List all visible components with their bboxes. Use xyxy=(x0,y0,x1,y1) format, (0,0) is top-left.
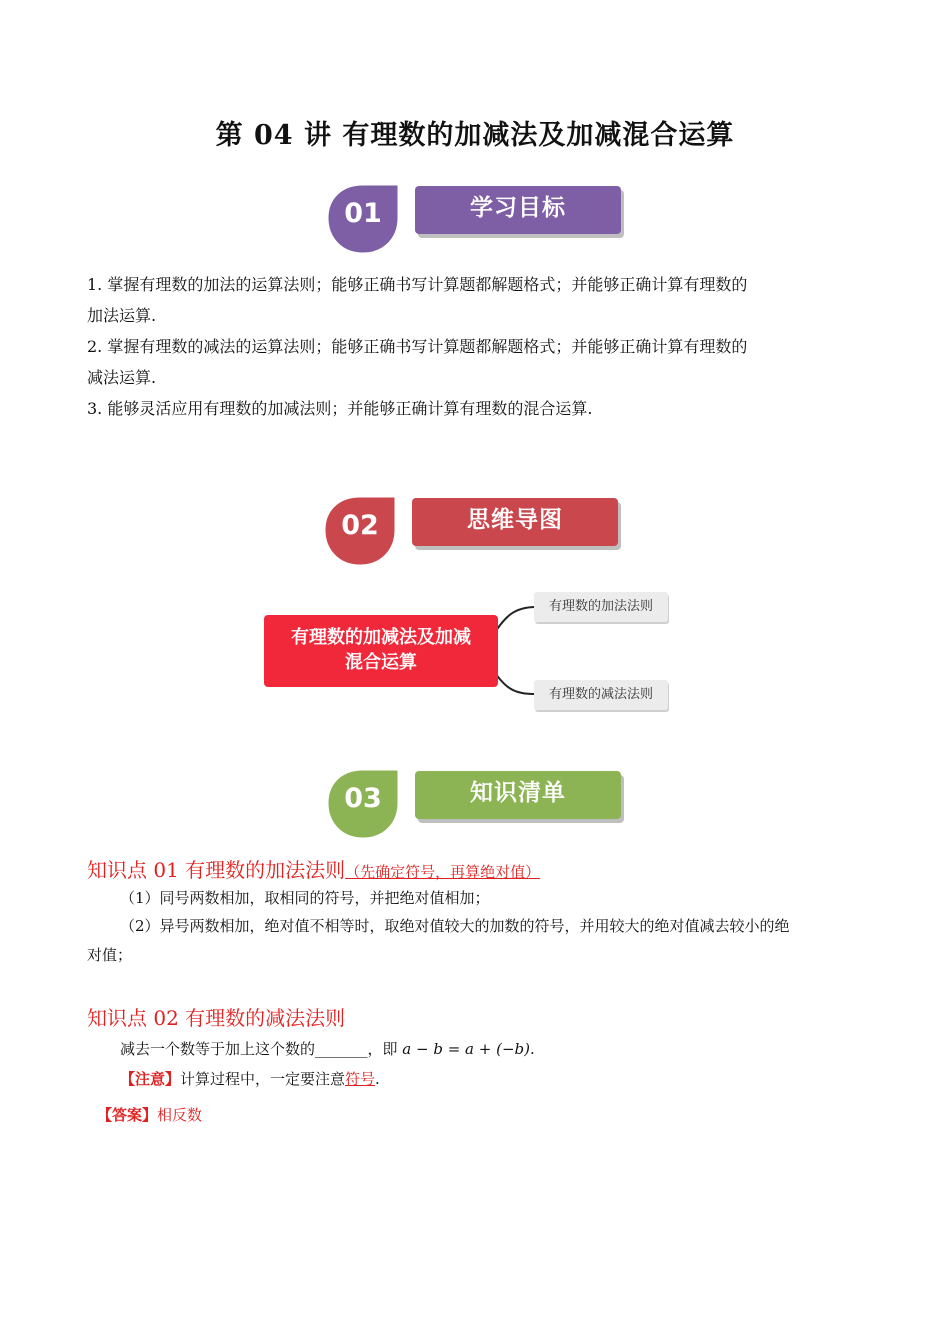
note-label: 【注意】 xyxy=(120,1070,181,1088)
section-badge-01 xyxy=(325,180,625,260)
section-number: 02 xyxy=(341,510,379,541)
section-number: 01 xyxy=(344,198,382,229)
k2-blank: _______ xyxy=(315,1040,368,1058)
mindmap-branch-addition: 有理数的加法法则 xyxy=(534,592,668,622)
goal-1a: 1. 掌握有理数的加法的运算法则；能够正确书写计算题都解题格式；并能够正确计算有理数的 xyxy=(87,275,748,294)
section-label: 知识清单 xyxy=(415,771,621,819)
mindmap-center-node xyxy=(264,615,498,687)
k1-subtitle: （先确定符号，再算绝对值） xyxy=(345,863,541,881)
k1-rule-2b: 对值； xyxy=(87,946,133,964)
note-end: . xyxy=(375,1070,380,1088)
k2-rule xyxy=(120,1034,535,1065)
k2-text-mid: ，即 xyxy=(367,1040,403,1058)
k2-text-end: . xyxy=(529,1040,535,1058)
knowledge-point-01-title xyxy=(87,854,540,883)
note-text: 计算过程中，一定要注意 xyxy=(180,1070,346,1088)
k1-rule-2a: （2）异号两数相加，绝对值不相等时，取绝对值较大的加数的符号，并用较大的绝对值减去较小的绝 xyxy=(120,917,790,935)
k2-answer xyxy=(97,1100,202,1131)
mindmap-branch-subtraction: 有理数的减法法则 xyxy=(534,680,668,710)
k2-note xyxy=(120,1064,380,1095)
section-badge-02 xyxy=(322,492,622,572)
answer-text: 相反数 xyxy=(157,1106,203,1124)
section-label: 学习目标 xyxy=(415,186,621,234)
section-label: 思维导图 xyxy=(412,498,618,546)
page-title: 第 04 讲 有理数的加减法及加减混合运算 xyxy=(215,120,735,151)
k2-formula: a − b = a + (−b) xyxy=(402,1040,530,1058)
k1-title-text: 知识点 01 有理数的加法法则 xyxy=(87,858,346,882)
mindmap-center-line1: 有理数的加减法及加减 xyxy=(291,627,471,648)
goal-3: 3. 能够灵活应用有理数的加减法则；并能够正确计算有理数的混合运算. xyxy=(87,399,593,418)
goal-2b: 减法运算. xyxy=(87,368,157,387)
k1-rule-1: （1）同号两数相加，取相同的符号，并把绝对值相加； xyxy=(120,889,490,907)
goal-1b: 加法运算. xyxy=(87,306,157,325)
k2-text-pre: 减去一个数等于加上这个数的 xyxy=(120,1040,316,1058)
section-number: 03 xyxy=(344,783,382,814)
note-emphasis: 符号 xyxy=(345,1070,376,1088)
goal-2a: 2. 掌握有理数的减法的运算法则；能够正确书写计算题都解题格式；并能够正确计算有理数的 xyxy=(87,337,748,356)
answer-label: 【答案】 xyxy=(97,1106,158,1124)
knowledge-point-02-title: 知识点 02 有理数的减法法则 xyxy=(87,1006,346,1030)
section-badge-03 xyxy=(325,765,625,845)
mindmap-center-line2: 混合运算 xyxy=(345,652,417,673)
